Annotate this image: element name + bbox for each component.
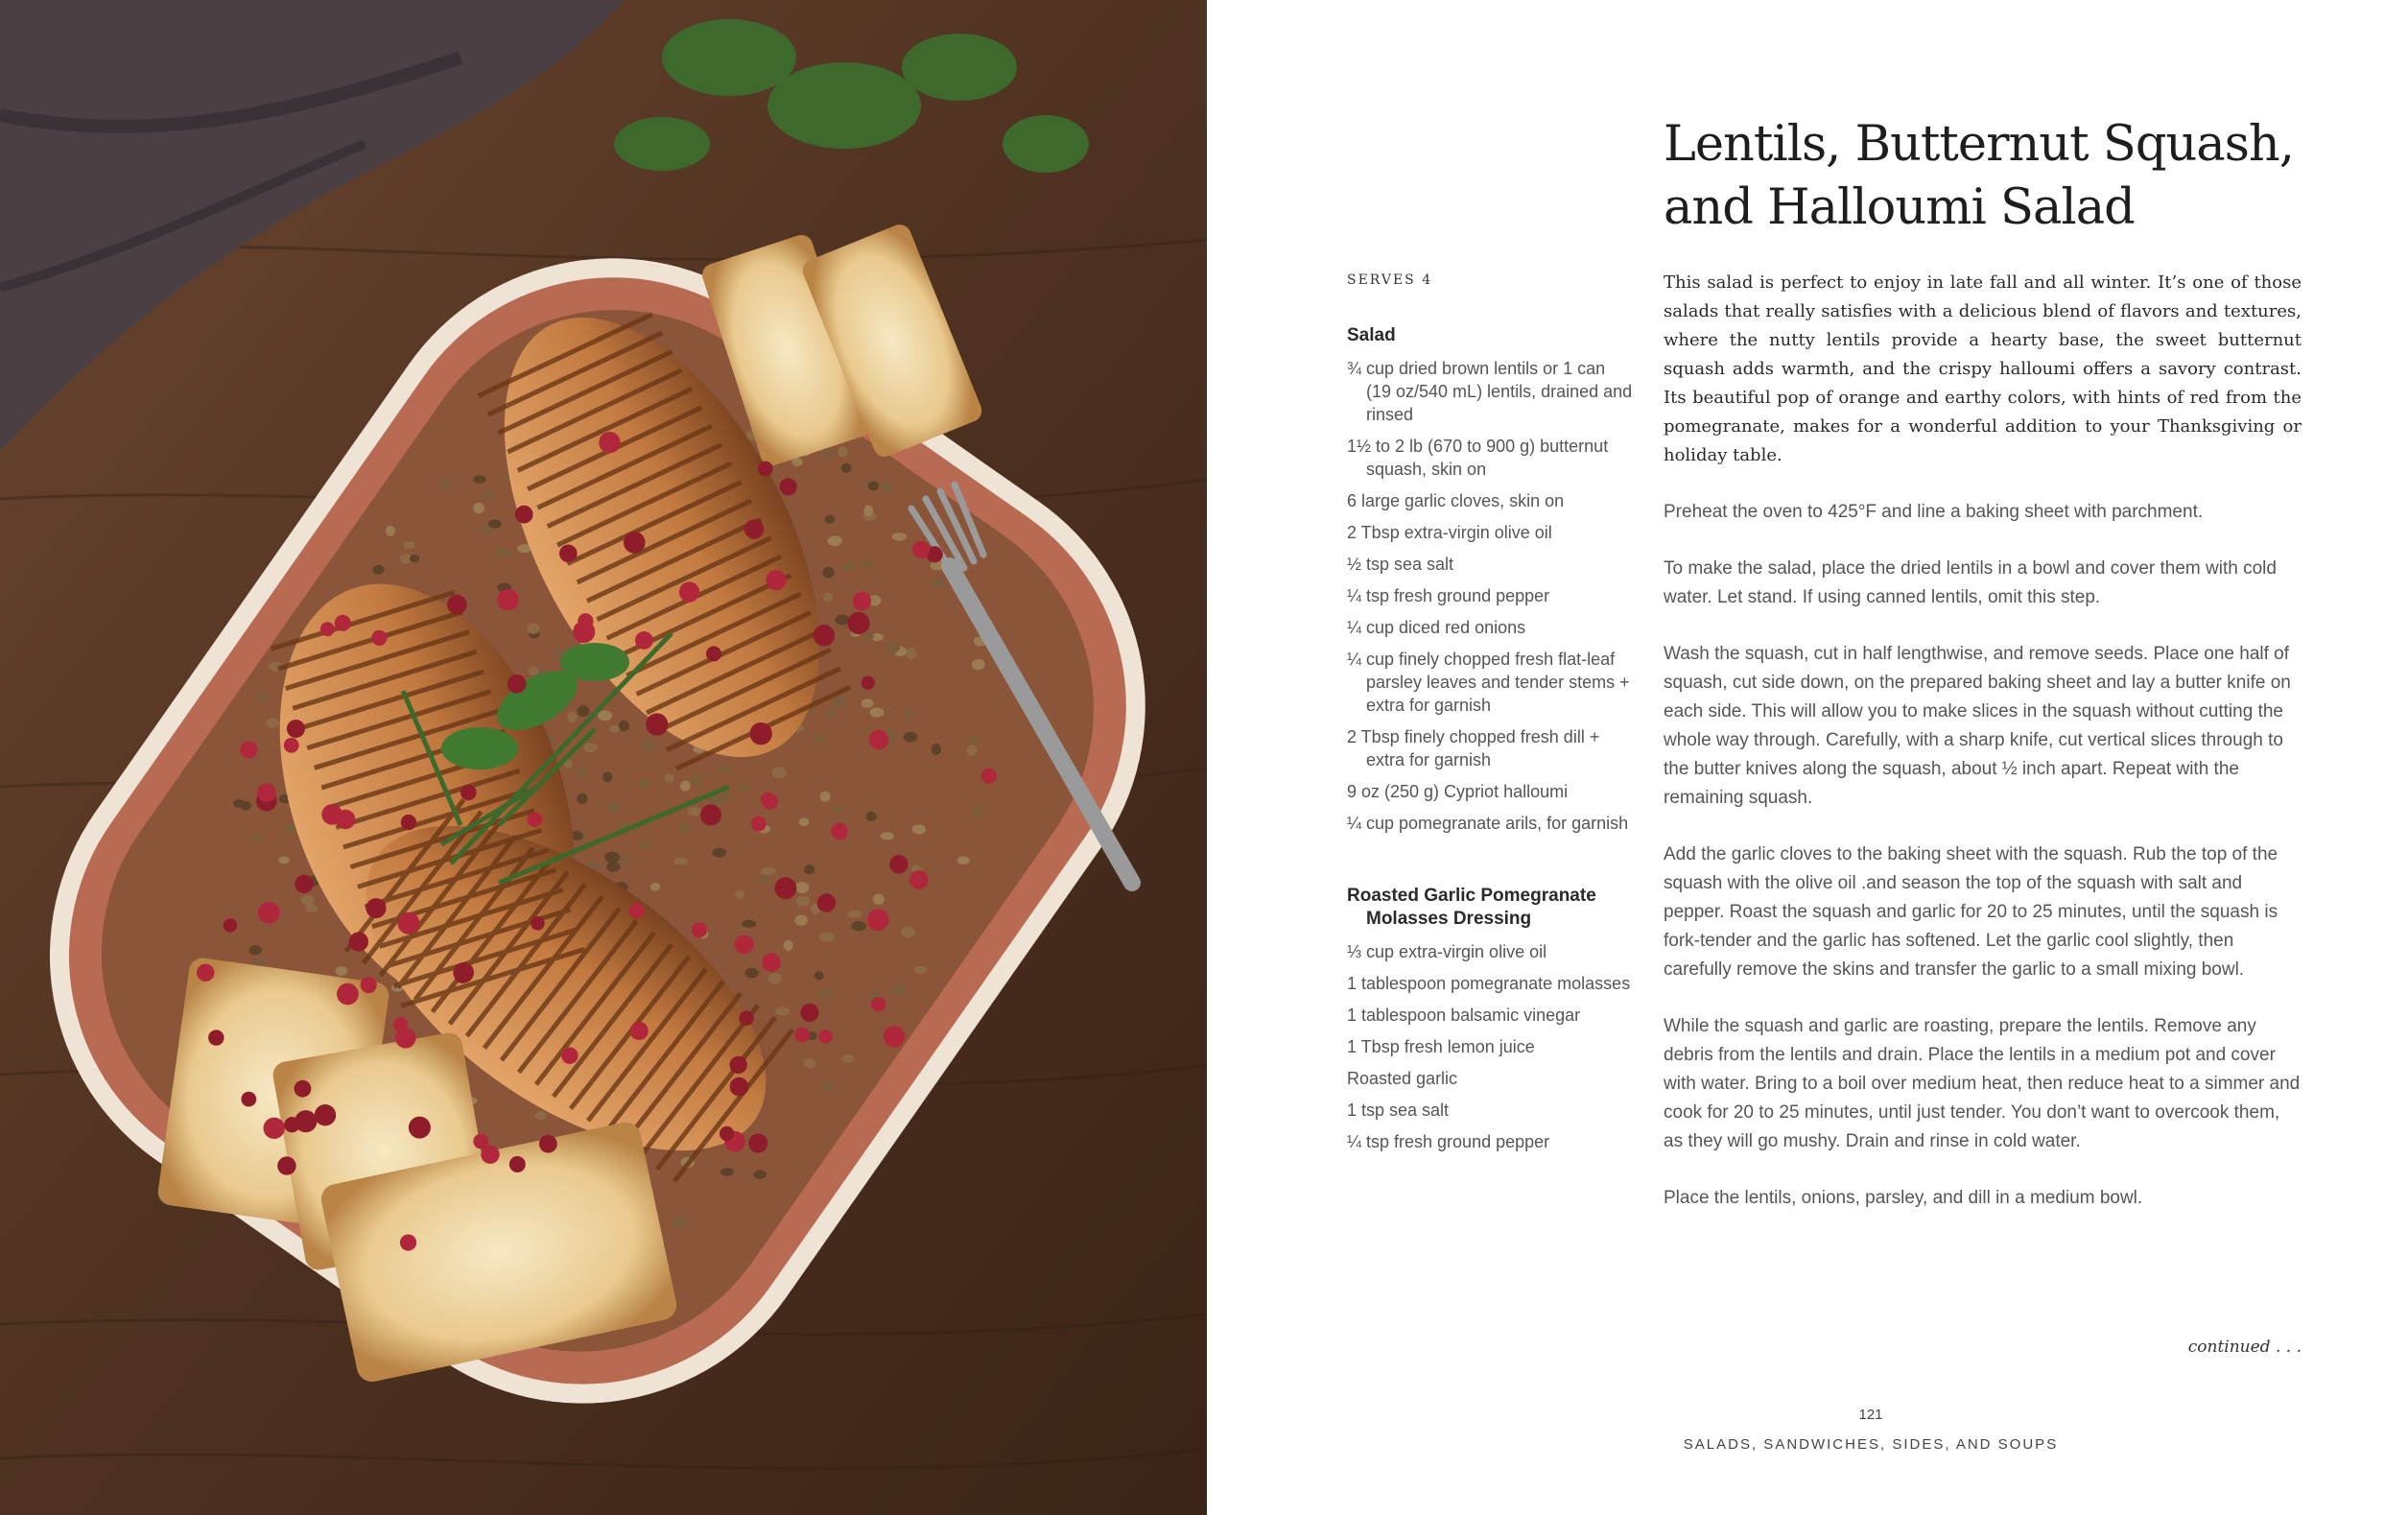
method-step: To make the salad, place the dried lentils in a bowl and cover them with cold water. Let stand. If using canned lentils, omit this step. [1664,558,2277,607]
ingredient-item: 1½ to 2 lb (670 to 900 g) butternut squash, skin on [1347,437,1609,479]
salad-ingredients-list [1347,357,1635,835]
method-step: While the squash and garlic are roasting, prepare the lentils. Remove any debris from the lentils and drain. Place the lentils in a medium pot and cover with water. Bring to a boil over medium heat, then reduce heat to a simmer and cook for 20 to 25 minutes, until just tender. You don’t want to overcook them, as they will go mushy. Drain and rinse in cold water. [1664,1016,2301,1151]
salad-block [1347,324,1635,835]
continued-note: continued . . . [2187,1337,2302,1357]
dressing-ingredients-list [1347,940,1635,1153]
dressing-block [1347,885,1635,1153]
dressing-heading: Roasted Garlic Pomegranate Molasses Dressing [1347,886,1596,929]
ingredient-item: ¼ cup pomegranate arils, for garnish [1347,814,1629,833]
ingredient-item: 1 tablespoon pomegranate molasses [1347,974,1631,993]
method-step: Preheat the oven to 425°F and line a baking sheet with parchment. [1664,502,2204,522]
method-column [1664,269,2302,1241]
recipe-title-line1: Lentils, Butternut Squash, [1664,116,2294,173]
recipe-page [1207,0,2408,1515]
salad-heading: Salad [1347,325,1396,345]
recipe-intro: This salad is perfect to enjoy in late fall and all winter. It’s one of those salads that really satisfies with a delicious blend of flavors and textures, where the nutty lentils provide a hearty base, the sweet butternut squash adds warmth, and the crispy halloumi offers a savory contrast. Its beautiful pop of orange and earthy colors, with hints of red from the pomegranate, makes for a wonderful addition to your Thanksgiving or holiday table. [1664,272,2302,465]
ingredient-item: ¼ cup finely chopped fresh flat-leaf parsley leaves and tender stems + extra for garnish [1347,650,1630,715]
method-step: Place the lentils, onions, parsley, and dill in a medium bowl. [1664,1188,2143,1208]
ingredient-item: Roasted garlic [1347,1069,1458,1088]
ingredient-item: 1 tablespoon balsamic vinegar [1347,1006,1581,1025]
recipe-title-line2: and Halloumi Salad [1664,179,2135,236]
ingredient-item: 9 oz (250 g) Cypriot halloumi [1347,782,1569,801]
page-number: 121 [1858,1407,1883,1423]
method-step: Add the garlic cloves to the baking sheet with the squash. Rub the top of the squash with the olive oil .and season the top of the squash with salt and pepper. Roast the squash and garlic for 20 to 25 minutes, until the squash is fork-tender and the garlic has softened. Let the garlic cool slightly, then carefully remove the skins and transfer the garlic to a small mixing bowl. [1664,844,2278,980]
serves-label: SERVES 4 [1347,272,1433,288]
ingredient-item: ⅓ cup extra-virgin olive oil [1347,942,1547,961]
ingredient-item: 1 Tbsp fresh lemon juice [1347,1037,1535,1056]
ingredients-sidebar [1347,272,1635,1162]
ingredient-item: 2 Tbsp extra-virgin olive oil [1347,523,1552,542]
ingredient-item: ¼ cup diced red onions [1347,618,1526,637]
section-footer: SALADS, SANDWICHES, SIDES, AND SOUPS [1683,1436,2059,1453]
method-step: Wash the squash, cut in half lengthwise, and remove seeds. Place one half of squash, cut side down, on the prepared baking sheet and lay a butter knife on each side. This will allow you to make slices in the squash without cutting the whole way through. Carefully, with a sharp knife, cut vertical slices through to the butter knives along the squash, about ½ inch apart. Repeat with the remaining squash. [1664,644,2291,808]
ingredient-item: ¾ cup dried brown lentils or 1 can (19 oz/540 mL) lentils, drained and rinsed [1347,359,1633,424]
recipe-title [1664,113,2335,240]
ingredient-item: ¼ tsp fresh ground pepper [1347,586,1550,605]
ingredient-item: ¼ tsp fresh ground pepper [1347,1132,1550,1151]
ingredient-item: 6 large garlic cloves, skin on [1347,491,1565,510]
ingredient-item: ½ tsp sea salt [1347,555,1454,574]
ingredient-item: 1 tsp sea salt [1347,1101,1450,1120]
ingredient-item: 2 Tbsp finely chopped fresh dill + extra for garnish [1347,727,1600,769]
